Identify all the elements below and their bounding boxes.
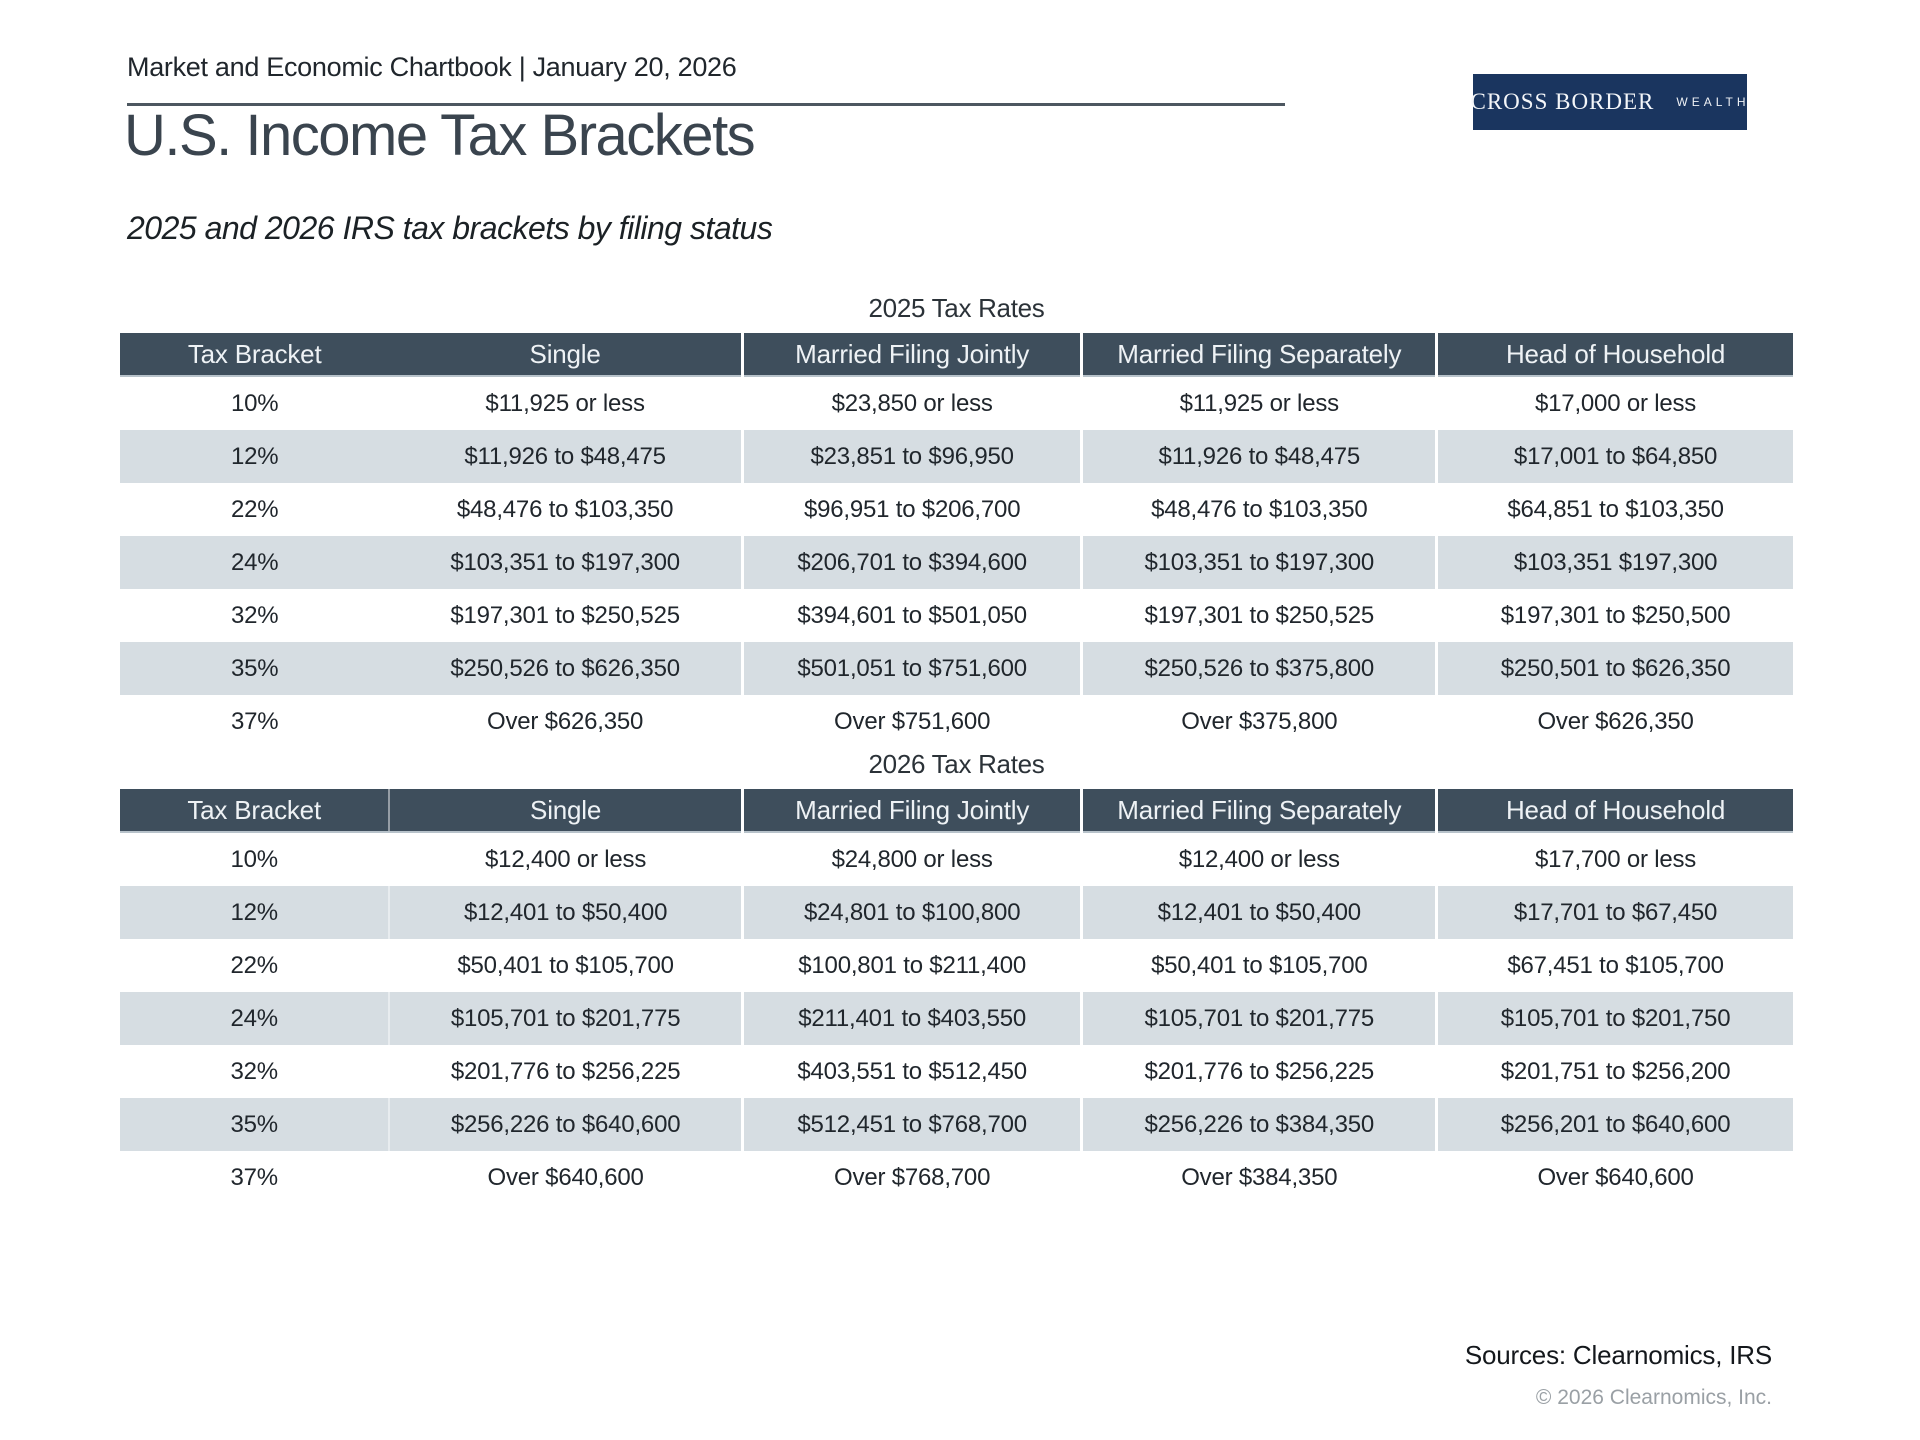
- tax-rates-table: [120, 333, 1793, 748]
- table-cell: $23,850 or less: [742, 376, 1082, 430]
- column-header: Single: [389, 789, 742, 832]
- table-cell: $250,526 to $375,800: [1082, 642, 1437, 695]
- table-cell: $24,801 to $100,800: [742, 886, 1082, 939]
- table-cell: 32%: [120, 589, 389, 642]
- table-cell: $17,001 to $64,850: [1437, 430, 1793, 483]
- table-cell: 22%: [120, 483, 389, 536]
- table-cell: $105,701 to $201,750: [1437, 992, 1793, 1045]
- table-cell: 35%: [120, 1098, 389, 1151]
- table-row: [120, 430, 1793, 483]
- table-cell: $11,926 to $48,475: [1082, 430, 1437, 483]
- table-row: [120, 589, 1793, 642]
- table-row: [120, 1098, 1793, 1151]
- table-cell: $50,401 to $105,700: [1082, 939, 1437, 992]
- table-row: [120, 939, 1793, 992]
- tax-table-section-2025: [120, 293, 1793, 748]
- table-row: [120, 695, 1793, 748]
- table-cell: $24,800 or less: [742, 832, 1082, 886]
- table-cell: $50,401 to $105,700: [389, 939, 742, 992]
- table-cell: $197,301 to $250,525: [389, 589, 742, 642]
- table-cell: $197,301 to $250,500: [1437, 589, 1793, 642]
- table-cell: $250,526 to $626,350: [389, 642, 742, 695]
- table-header-row: [120, 789, 1793, 832]
- table-cell: Over $640,600: [389, 1151, 742, 1204]
- company-logo: [1470, 74, 1750, 130]
- table-cell: 24%: [120, 992, 389, 1045]
- table-cell: $256,226 to $640,600: [389, 1098, 742, 1151]
- table-cell: $23,851 to $96,950: [742, 430, 1082, 483]
- table-cell: $103,351 $197,300: [1437, 536, 1793, 589]
- table-cell: $201,776 to $256,225: [389, 1045, 742, 1098]
- copyright-note: © 2026 Clearnomics, Inc.: [1535, 1386, 1772, 1409]
- table-cell: $96,951 to $206,700: [742, 483, 1082, 536]
- column-header: Head of Household: [1437, 789, 1793, 832]
- table-caption: 2025 Tax Rates: [868, 293, 1045, 323]
- table-cell: $12,401 to $50,400: [389, 886, 742, 939]
- table-row: [120, 886, 1793, 939]
- table-row: [120, 992, 1793, 1045]
- table-caption: 2026 Tax Rates: [868, 749, 1045, 779]
- chartbook-header: Market and Economic Chartbook | January 20, 2026: [127, 52, 737, 82]
- table-cell: $105,701 to $201,775: [1082, 992, 1437, 1045]
- table-cell: $67,451 to $105,700: [1437, 939, 1793, 992]
- column-header: Married Filing Jointly: [742, 789, 1082, 832]
- column-header: Tax Bracket: [120, 333, 389, 376]
- column-header: Married Filing Separately: [1082, 789, 1437, 832]
- tax-table-section-2026: [120, 749, 1793, 1204]
- table-row: [120, 483, 1793, 536]
- table-cell: $17,701 to $67,450: [1437, 886, 1793, 939]
- table-cell: 24%: [120, 536, 389, 589]
- table-header-row: [120, 333, 1793, 376]
- table-row: [120, 536, 1793, 589]
- table-cell: $105,701 to $201,775: [389, 992, 742, 1045]
- column-header: Head of Household: [1437, 333, 1793, 376]
- table-cell: Over $751,600: [742, 695, 1082, 748]
- table-cell: $103,351 to $197,300: [389, 536, 742, 589]
- table-cell: $12,400 or less: [1082, 832, 1437, 886]
- column-header: Married Filing Separately: [1082, 333, 1437, 376]
- table-row: [120, 1045, 1793, 1098]
- table-cell: $64,851 to $103,350: [1437, 483, 1793, 536]
- table-cell: $197,301 to $250,525: [1082, 589, 1437, 642]
- table-cell: 12%: [120, 430, 389, 483]
- tax-rates-table: [120, 789, 1793, 1204]
- logo-secondary-text: WEALTH: [1676, 95, 1750, 109]
- table-cell: $256,226 to $384,350: [1082, 1098, 1437, 1151]
- table-cell: 10%: [120, 376, 389, 430]
- table-cell: $201,751 to $256,200: [1437, 1045, 1793, 1098]
- table-cell: $394,601 to $501,050: [742, 589, 1082, 642]
- table-cell: 10%: [120, 832, 389, 886]
- table-cell: Over $375,800: [1082, 695, 1437, 748]
- table-cell: 37%: [120, 695, 389, 748]
- table-row: [120, 642, 1793, 695]
- table-cell: $403,551 to $512,450: [742, 1045, 1082, 1098]
- table-cell: $17,000 or less: [1437, 376, 1793, 430]
- table-cell: $103,351 to $197,300: [1082, 536, 1437, 589]
- table-cell: $100,801 to $211,400: [742, 939, 1082, 992]
- table-cell: 37%: [120, 1151, 389, 1204]
- table-cell: 32%: [120, 1045, 389, 1098]
- table-cell: Over $384,350: [1082, 1151, 1437, 1204]
- table-row: [120, 832, 1793, 886]
- table-cell: Over $626,350: [1437, 695, 1793, 748]
- logo-primary-text: CROSS BORDER: [1470, 89, 1655, 114]
- table-cell: $250,501 to $626,350: [1437, 642, 1793, 695]
- table-cell: $501,051 to $751,600: [742, 642, 1082, 695]
- table-cell: $48,476 to $103,350: [389, 483, 742, 536]
- table-cell: $512,451 to $768,700: [742, 1098, 1082, 1151]
- table-cell: 12%: [120, 886, 389, 939]
- page-title: U.S. Income Tax Brackets: [124, 103, 755, 168]
- table-cell: $11,925 or less: [389, 376, 742, 430]
- table-cell: Over $640,600: [1437, 1151, 1793, 1204]
- table-cell: $48,476 to $103,350: [1082, 483, 1437, 536]
- table-cell: $17,700 or less: [1437, 832, 1793, 886]
- table-cell: $206,701 to $394,600: [742, 536, 1082, 589]
- table-cell: Over $626,350: [389, 695, 742, 748]
- page-subtitle: 2025 and 2026 IRS tax brackets by filing status: [127, 210, 773, 246]
- table-cell: Over $768,700: [742, 1151, 1082, 1204]
- table-cell: $12,401 to $50,400: [1082, 886, 1437, 939]
- table-cell: $11,925 or less: [1082, 376, 1437, 430]
- table-cell: $12,400 or less: [389, 832, 742, 886]
- column-header: Married Filing Jointly: [742, 333, 1082, 376]
- table-cell: 22%: [120, 939, 389, 992]
- table-cell: 35%: [120, 642, 389, 695]
- table-row: [120, 376, 1793, 430]
- table-row: [120, 1151, 1793, 1204]
- table-cell: $256,201 to $640,600: [1437, 1098, 1793, 1151]
- table-cell: $201,776 to $256,225: [1082, 1045, 1437, 1098]
- column-header: Single: [389, 333, 742, 376]
- column-header: Tax Bracket: [120, 789, 389, 832]
- table-cell: $11,926 to $48,475: [389, 430, 742, 483]
- sources-note: Sources: Clearnomics, IRS: [1464, 1340, 1772, 1370]
- table-cell: $211,401 to $403,550: [742, 992, 1082, 1045]
